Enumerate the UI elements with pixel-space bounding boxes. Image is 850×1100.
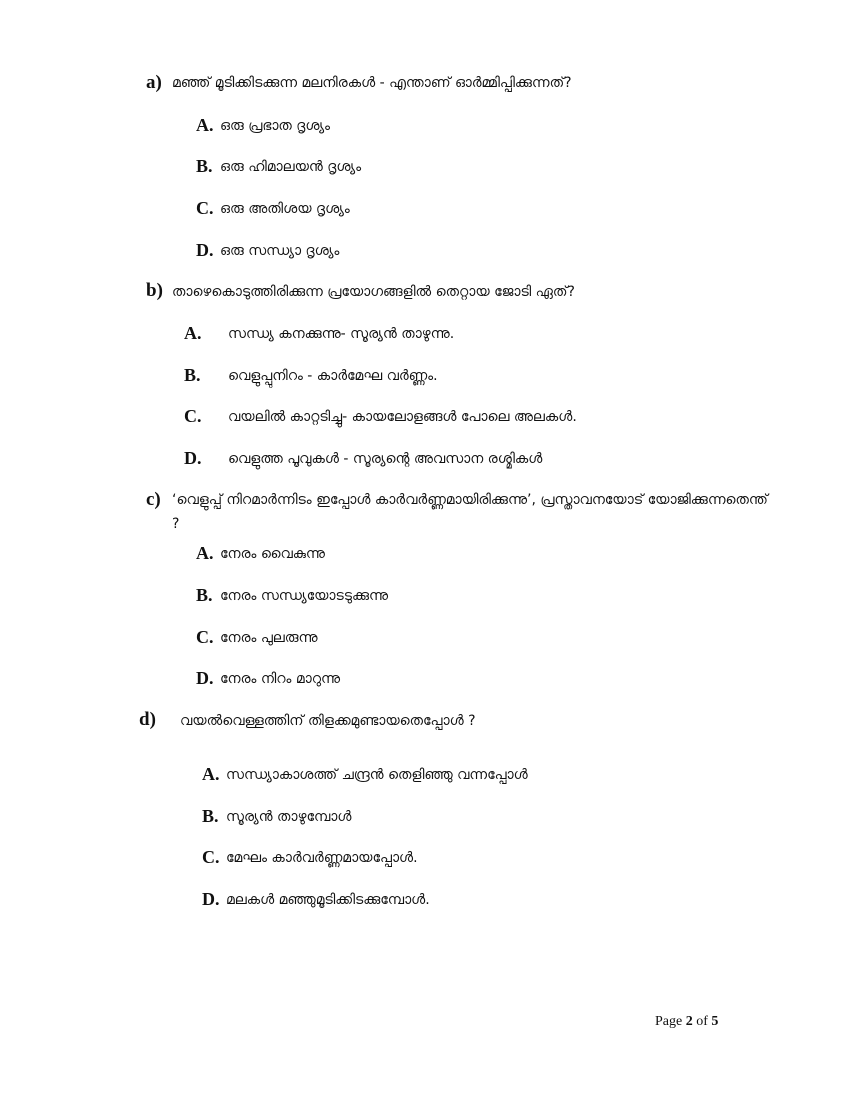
question-a-option-a-text: ഒരു പ്രഭാത ദൃശ്യം bbox=[220, 118, 331, 134]
question-b-option-c-letter: C. bbox=[184, 406, 202, 426]
question-a-text: മഞ്ഞ് മൂടിക്കിടക്കുന്ന മലനിരകൾ - എന്താണ് ഓർമ്മിപ്പിക്കുന്നത്? bbox=[172, 75, 572, 91]
question-b-option-b-letter: B. bbox=[184, 365, 201, 385]
question-a-option-a-letter: A. bbox=[196, 115, 214, 135]
question-a-option-d-letter: D. bbox=[196, 240, 214, 260]
question-b-option-a-text: സന്ധ്യ കനക്കുന്നു- സൂര്യൻ താഴുന്നു. bbox=[228, 326, 455, 342]
question-b-text: താഴെകൊടുത്തിരിക്കുന്ന പ്രയോഗങ്ങളിൽ തെറ്റായ ജോടി ഏത്? bbox=[172, 284, 575, 300]
question-c-option-d-letter: D. bbox=[196, 668, 214, 688]
question-c-option-a-letter: A. bbox=[196, 543, 214, 563]
question-c-text: ‘വെളുപ്പ് നിറമാർന്നിടം ഇപ്പോൾ കാർവർണ്ണമായിരിക്കുന്നു’, പ്രസ്താവനയോട് യോജിക്കുന്നതെന്ത് ? bbox=[172, 492, 768, 532]
question-c-option-d-text: നേരം നിറം മാറുന്നു bbox=[220, 671, 341, 687]
question-b-option-d-text: വെളുത്ത പൂവുകൾ - സൂര്യന്റെ അവസാന രശ്മികൾ bbox=[228, 451, 543, 467]
question-d-label: d) bbox=[139, 709, 156, 730]
question-b-option-c-text: വയലിൽ കാറ്റടിച്ചു- കായലോളങ്ങൾ പോലെ അലകൾ. bbox=[228, 409, 577, 425]
question-d-text: വയൽവെള്ളത്തിന് തിളക്കമുണ്ടായതെപ്പോൾ ? bbox=[180, 713, 476, 729]
page-number-prefix: Page bbox=[655, 1014, 686, 1029]
page-number-total: 5 bbox=[711, 1014, 719, 1029]
question-d-option-a-letter: A. bbox=[202, 764, 220, 784]
question-c-label: c) bbox=[146, 489, 161, 510]
page-number-separator: of bbox=[692, 1014, 712, 1029]
question-a-label: a) bbox=[146, 72, 162, 93]
question-c-option-a-text: നേരം വൈകുന്നു bbox=[220, 546, 325, 562]
question-c-option-b-text: നേരം സന്ധ്യയോടടുക്കുന്നു bbox=[220, 588, 389, 604]
question-b-option-b-text: വെളുപ്പുനിറം - കാർമേഘ വർണ്ണം. bbox=[228, 368, 438, 384]
page-number bbox=[655, 1013, 718, 1031]
question-c-option-b-letter: B. bbox=[196, 585, 213, 605]
question-a-option-c-text: ഒരു അതിശയ ദൃശ്യം bbox=[220, 201, 350, 217]
question-a-option-d-text: ഒരു സന്ധ്യാ ദൃശ്യം bbox=[220, 243, 340, 259]
question-d-option-b-text: സൂര്യൻ താഴുമ്പോൾ bbox=[226, 809, 352, 825]
question-a-option-c-letter: C. bbox=[196, 198, 214, 218]
question-d-option-c-letter: C. bbox=[202, 847, 220, 867]
question-a-option-b-letter: B. bbox=[196, 156, 213, 176]
question-d-option-a-text: സന്ധ്യാകാശത്ത് ചന്ദ്രൻ തെളിഞ്ഞു വന്നപ്പോൾ bbox=[226, 767, 528, 783]
question-d-option-b-letter: B. bbox=[202, 806, 219, 826]
page-number-current: 2 bbox=[685, 1014, 693, 1029]
question-d-option-c-text: മേഘം കാർവർണ്ണമായപ്പോൾ. bbox=[226, 850, 418, 866]
question-b-option-d-letter: D. bbox=[184, 448, 202, 468]
question-b-label: b) bbox=[146, 280, 163, 301]
question-d-option-d-letter: D. bbox=[202, 889, 220, 909]
question-c-option-c-text: നേരം പുലരുന്നു bbox=[220, 630, 318, 646]
question-c-option-c-letter: C. bbox=[196, 627, 214, 647]
question-a-option-b-text: ഒരു ഹിമാലയൻ ദൃശ്യം bbox=[220, 159, 362, 175]
question-d-option-d-text: മലകൾ മഞ്ഞുമൂടിക്കിടക്കുമ്പോൾ. bbox=[226, 892, 430, 908]
question-b-option-a-letter: A. bbox=[184, 323, 202, 343]
